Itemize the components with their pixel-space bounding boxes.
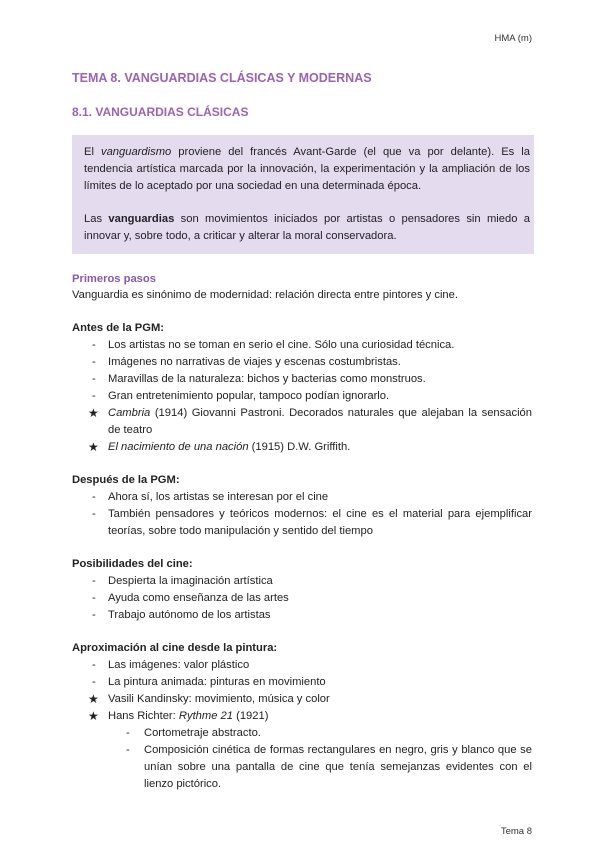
- section-subtitle: 8.1. VANGUARDIAS CLÁSICAS: [72, 105, 249, 119]
- dash-marker: -: [92, 373, 96, 385]
- list-item: - Despierta la imaginación artística: [72, 573, 532, 590]
- footer-page-label: Tema 8: [500, 826, 532, 837]
- dash-marker: -: [126, 727, 130, 739]
- dash-marker: -: [92, 339, 96, 351]
- aproximacion-star-list: [72, 691, 532, 725]
- dash-marker: -: [92, 676, 96, 688]
- term-vanguardismo: vanguardismo: [100, 146, 172, 158]
- primeros-pasos-text: Vanguardia es sinónimo de modernidad: relación directa entre pintores y cine.: [72, 289, 458, 301]
- star-item: ★ Hans Richter: Rythme 21 (1921): [88, 709, 269, 723]
- list-item: - Ayuda como enseñanza de las artes: [72, 590, 532, 607]
- document-content: [72, 70, 532, 793]
- dash-marker: -: [92, 575, 96, 587]
- star-icon: ★: [88, 406, 99, 420]
- list-item: - La pintura animada: pinturas en movimiento: [72, 674, 532, 691]
- list-item: - Gran entretenimiento popular, tampoco podían ignorarlo.: [72, 388, 532, 405]
- star-icon: ★: [88, 692, 99, 706]
- dash-marker: -: [92, 390, 96, 402]
- star-icon: ★: [88, 709, 99, 723]
- dash-marker: -: [92, 592, 96, 604]
- list-item: - Imágenes no narrativas de viajes y escenas costumbristas.: [72, 354, 532, 371]
- list-item: - Los artistas no se toman en serio el cine. Sólo una curiosidad técnica.: [72, 337, 532, 354]
- posibilidades-list: [72, 573, 532, 624]
- dash-marker: -: [92, 356, 96, 368]
- dash-marker: -: [92, 659, 96, 671]
- list-item: - Cortometraje abstracto.: [144, 725, 532, 742]
- callout-paragraph-2: Las vanguardias son movimientos iniciados por artistas o pensadores sin miedo a innovar y, sobre todo, a criticar y alterar la moral conservadora.: [84, 213, 530, 242]
- page-title: TEMA 8. VANGUARDIAS CLÁSICAS Y MODERNAS: [72, 71, 372, 85]
- callout-paragraph-1: El vanguardismo proviene del francés Avant-Garde (el que va por delante). Es la tendencia artística marcada por la innovación, la experimentación y la ampliación de los límites de lo aceptado por una sociedad en una determinada época.: [84, 146, 530, 192]
- richter-sub-list: [72, 725, 532, 793]
- dash-marker: -: [126, 744, 130, 756]
- dash-marker: -: [92, 491, 96, 503]
- despues-pgm-heading: Después de la PGM:: [72, 474, 180, 486]
- aproximacion-list: [72, 657, 532, 691]
- list-item: - Las imágenes: valor plástico: [72, 657, 532, 674]
- list-item: - Maravillas de la naturaleza: bichos y bacterias como monstruos.: [72, 371, 532, 388]
- definition-callout: [72, 135, 534, 254]
- star-item: ★ El nacimiento de una nación (1915) D.W. Griffith.: [88, 440, 351, 454]
- list-item: - También pensadores y teóricos modernos: el cine es el material para ejemplificar teorías, sobre todo manipulación y sentido del tiempo: [92, 508, 532, 537]
- primeros-pasos-heading: Primeros pasos: [72, 273, 156, 285]
- aproximacion-heading: Aproximación al cine desde la pintura:: [72, 642, 278, 654]
- despues-pgm-list: [72, 489, 532, 540]
- star-item: ★ Vasili Kandinsky: movimiento, música y color: [88, 692, 330, 706]
- posibilidades-heading: Posibilidades del cine:: [72, 558, 193, 570]
- antes-pgm-heading: Antes de la PGM:: [72, 322, 165, 334]
- antes-pgm-list: [72, 337, 532, 456]
- list-item: - Ahora sí, los artistas se interesan por el cine: [72, 489, 532, 506]
- term-vanguardias: vanguardias: [108, 213, 175, 225]
- header-code: HMA (m): [494, 33, 532, 44]
- dash-marker: -: [92, 609, 96, 621]
- dash-marker: -: [92, 508, 96, 520]
- list-item: - Trabajo autónomo de los artistas: [72, 607, 532, 624]
- list-item: - Composición cinética de formas rectangulares en negro, gris y blanco que se unían sobre una pantalla de cine que tenía semejanzas evidentes con el lienzo pictórico.: [126, 744, 532, 790]
- star-icon: ★: [88, 440, 99, 454]
- star-item: ★ Cambria (1914) Giovanni Pastroni. Decorados naturales que alejaban la sensación de teatro: [88, 406, 532, 436]
